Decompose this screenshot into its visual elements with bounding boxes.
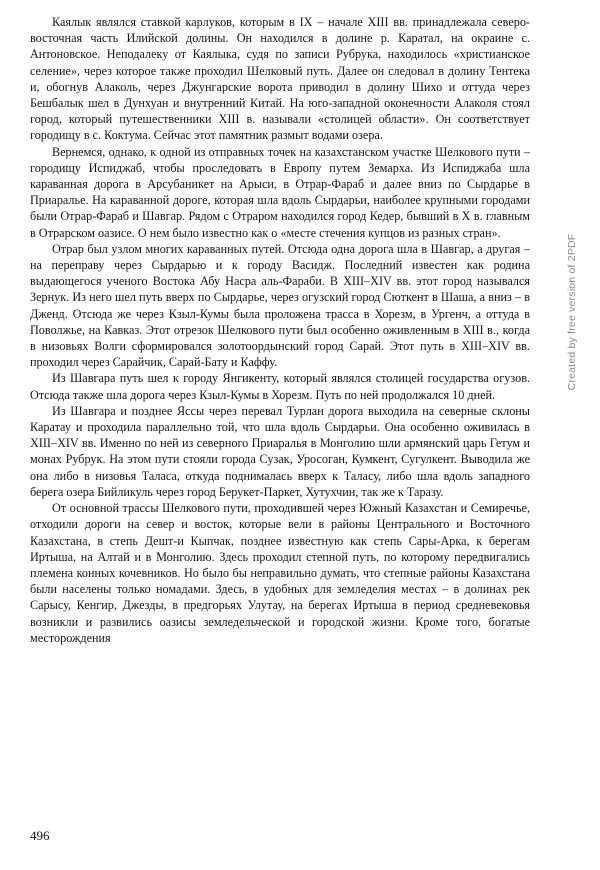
watermark: Created by free version of 2PDF: [566, 233, 578, 391]
paragraph: Из Шавгара и позднее Яссы через перевал Турлан дорога выходила на северные склоны Каратау и проходила параллельно той, что шла вдоль Сырдарьи. Она особенно оживилась в XIII–XIV вв. Именно по ней из северного Приаралья в Монголию шли армянский царь Гетум и монах Рубрук. На этом пути стояли города Сузак, Уросоган, Кумкент, Сугулкент. Выводила же она либо в низовья Таласа, откуда поднималась вверх к Таласу, либо шла вдоль западного берега озера Бийликуль через город Берукет-Паркет, Хутухчин, так же к Таразу.: [30, 403, 530, 499]
page-number: 496: [30, 828, 50, 843]
document-page: [30, 14, 530, 646]
paragraph: Каялык являлся ставкой карлуков, которым в IX – начале XIII вв. принадлежала северо-восточная часть Илийской долины. Он находился в долине р. Каратал, на окраине с. Антоновское. Неподалеку от Каялыка, судя по записи Рубрука, находилось «христианское селение», через которое также проходил Шелковый путь. Далее он следовал в долину Тентека и, обогнув Алаколь, через Джунгарские ворота приводил в долину Шихо и оттуда через Бешбалык шел в Дунхуан и внутренний Китай. На юго-западной оконечности Алаколя стоял город, который путешественники XIII в. называли «столицей области». Он соответствует городищу в с. Коктума. Сейчас этот памятник размыт водами озера.: [30, 15, 530, 143]
paragraph: Из Шавгара путь шел к городу Янгикенту, который являлся столицей государства огузов. Отсюда также шла дорога через Кзыл-Кумы в Хорезм. Путь по ней продолжался 10 дней.: [30, 371, 530, 402]
paragraph: Вернемся, однако, к одной из отправных точек на казахстанском участке Шелкового пути – городищу Испиджаб, чтобы проследовать в Европу путем Земарха. Из Испиджаба шла караванная дорога в Арсубаникет на Арыси, в Отрар-Фараб и далее вниз по Сырдарье в Приаралье. На караванной дороге, которая шла вдоль Сырдарьи, наиболее крупными городами были Отрар-Фараб и Шавгар. Рядом с Отраром находился город Кедер, бывший в X в. главным в Отрарском оазисе. О нем было известно как о «месте стечения купцов из разных стран».: [30, 144, 530, 240]
paragraph: От основной трассы Шелкового пути, проходившей через Южный Казахстан и Семиречье, отходили дороги на север и восток, которые вели в районы Центрального и Восточного Казахстана, в степь Дешт-и Кыпчак, позднее известную как степь Сары-Арка, к берегам Иртыша, на Алтай и в Монголию. Здесь проходил степной путь, по которому передвигались племена конных кочевников. Но было бы неправильно думать, что степные районы Казахстана были населены только номадами. Здесь, в удобных для земледелия местах – в долинах рек Сарысу, Кенгир, Джезды, в предгорьях Улутау, на берегах Иртыша в период средневековья возникли и развились оазисы земледельческой и городской жизни. Кроме того, богатые месторождения: [30, 501, 530, 645]
paragraph: Отрар был узлом многих караванных путей. Отсюда одна дорога шла в Шавгар, а другая – на переправу через Сырдарью и к городу Васидж. Последний известен как родина выдающегося ученого Востока Абу Насра аль-Фараби. В XIII–XIV вв. этот город назывался Зернук. Из него шел путь вверх по Сырдарье, через огузский город Сюткент в Шаша, а вниз – в Дженд. Отсюда же через Кзыл-Кумы была проложена трасса в Хорезм, в Ургенч, а оттуда в Поволжье, на Кавказ. Этот отрезок Шелкового пути был особенно оживленным в XIII в., когда в низовьях Волги сформировался золотоордынский город Сарай. Этот путь в XIII–XIV вв. проходил через Сарайчик, Сарай-Бату и Каффу.: [30, 241, 530, 370]
